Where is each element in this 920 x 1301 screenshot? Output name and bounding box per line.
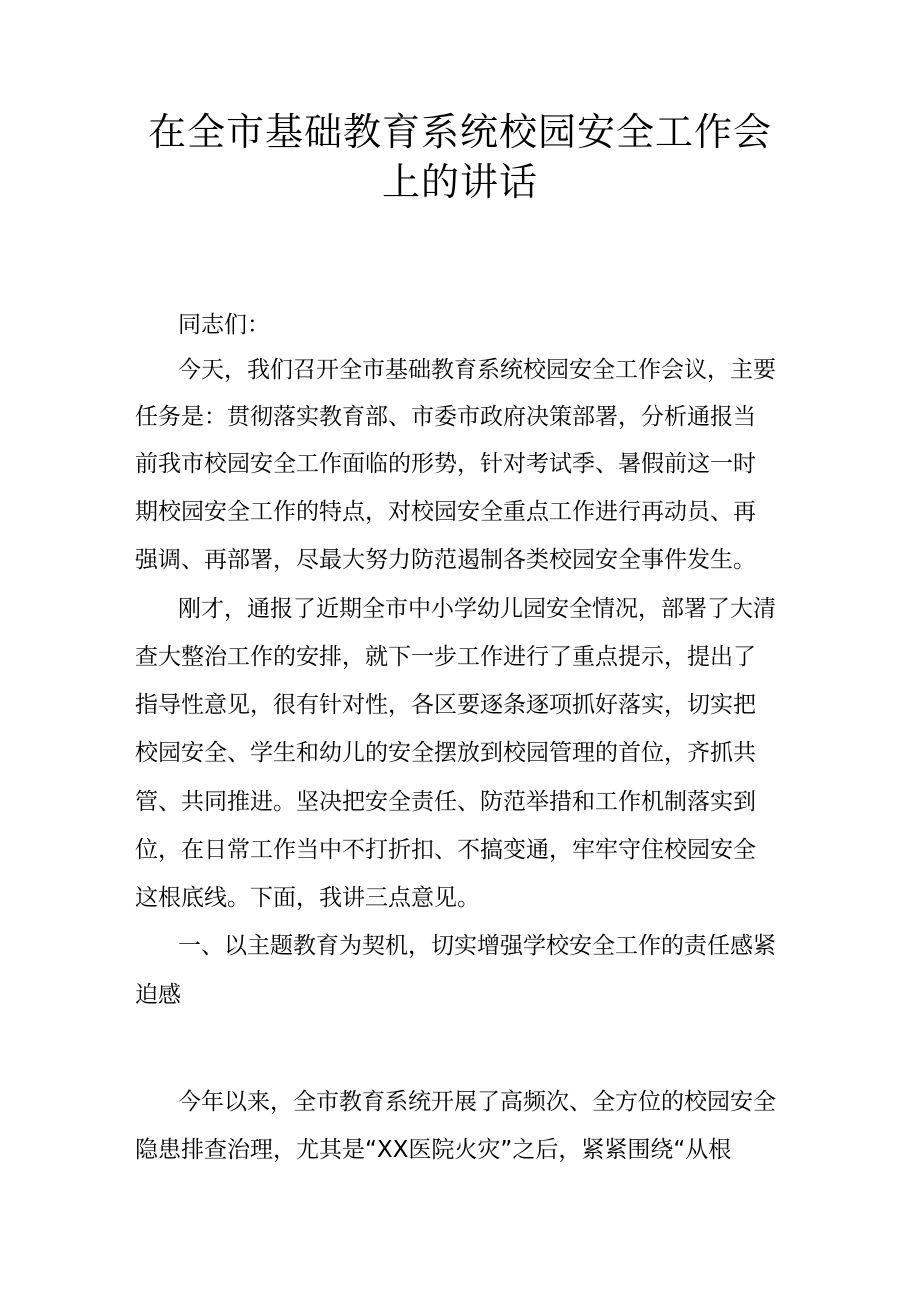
paragraph-2-line-7: 这根底线。下面，我讲三点意见。 [135,885,480,911]
paragraph-1-line-3: 前我市校园安全工作面临的形势，针对考试季、暑假前这一时 [135,451,756,477]
paragraph-1-line-4: 期校园安全工作的特点，对校园安全重点工作进行再动员、再 [135,499,756,525]
salutation: 同志们： [178,312,270,338]
section-heading-1-line-2: 迫感 [135,982,181,1008]
paragraph-1-line-1: 今天，我们召开全市基础教育系统校园安全工作会议，主要 [178,357,776,383]
paragraph-2-line-6: 位，在日常工作当中不打折扣、不搞变通，牢牢守住校园安全 [135,837,756,863]
paragraph-3-line-1: 今年以来，全市教育系统开展了高频次、全方位的校园安全 [178,1089,776,1115]
paragraph-2-line-2: 查大整治工作的安排，就下一步工作进行了重点提示，提出了 [135,644,756,670]
section-heading-1-line-1: 一、以主题教育为契机，切实增强学校安全工作的责任感紧 [178,933,776,959]
paragraph-1-line-5: 强调、再部署，尽最大努力防范遏制各类校园安全事件发生。 [135,547,756,573]
paragraph-2-line-3: 指导性意见，很有针对性，各区要逐条逐项抓好落实，切实把 [135,692,756,718]
document-title-line-1: 在全市基础教育系统校园安全工作会 [147,110,772,154]
paragraph-2-line-5: 管、共同推进。坚决把安全责任、防范举措和工作机制落实到 [135,789,756,815]
paragraph-1-line-2: 任务是：贯彻落实教育部、市委市政府决策部署，分析通报当 [135,404,756,430]
paragraph-2-line-1: 刚才，通报了近期全市中小学幼儿园安全情况，部署了大清 [178,596,776,622]
document-title-line-2: 上的讲话 [381,160,538,204]
paragraph-3-line-2: 隐患排查治理，尤其是“XX医院火灾”之后，紧紧围绕“从根 [135,1137,732,1163]
paragraph-2-line-4: 校园安全、学生和幼儿的安全摆放到校园管理的首位，齐抓共 [135,740,756,766]
